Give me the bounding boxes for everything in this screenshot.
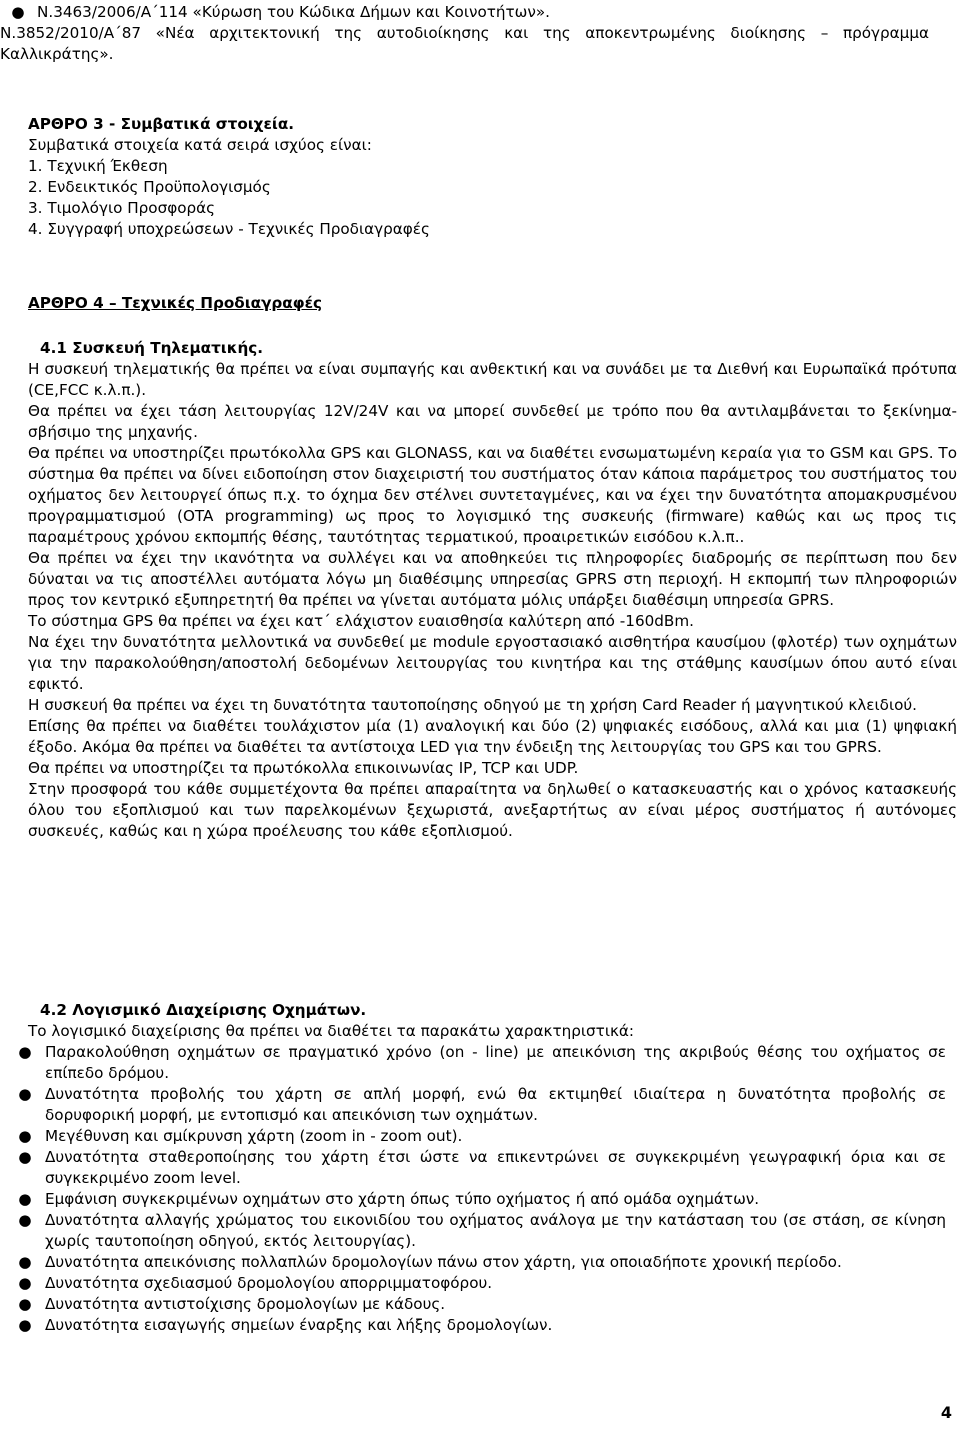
list-item: ● Παρακολούθηση οχημάτων σε πραγματικό χρόνο (on - line) με απεικόνιση της ακριβούς θέσης του οχήματος σε επίπεδο δρόμου.: [18, 1043, 946, 1082]
list-item: ● Μεγέθυνση και σμίκρυνση χάρτη (zoom in - zoom out).: [18, 1127, 463, 1145]
list-item: Ν.3852/2010/Α΄87 «Νέα αρχιτεκτονική της αυτοδιοίκησης και της αποκεντρωμένης διοίκησης – πρόγραμμα Καλλικράτης».: [0, 24, 929, 63]
bullet-icon: ●: [18, 1211, 32, 1229]
article-3: [0, 114, 960, 240]
list-item: ● Δυνατότητα εισαγωγής σημείων έναρξης και λήξης δρομολογίων.: [18, 1316, 553, 1334]
bullet-icon: ●: [18, 1148, 32, 1166]
list-item: ● Εμφάνιση συγκεκριμένων οχημάτων στο χάρτη όπως τύπο οχήματος ή από ομάδα οχημάτων.: [18, 1190, 760, 1208]
article-3-title: ΑΡΘΡΟ 3 - Συμβατικά στοιχεία.: [28, 115, 295, 133]
bullet-icon: ●: [11, 3, 25, 21]
bullet-icon: ●: [18, 1085, 32, 1103]
paragraph: Η συσκευή τηλεματικής θα πρέπει να είναι συμπαγής και ανθεκτική και να συνάδει με τα Διεθνή και Ευρωπαϊκά πρότυπα (CE,FCC κ.λ.π.).: [28, 360, 957, 399]
paragraph: Να έχει την δυνατότητα μελλοντικά να συνδεθεί με module εργοστασιακό αισθητήρα καυσίμου (φλοτέρ) των οχημάτων για την παρακολούθηση/αποστολή δεδομένων λειτουργίας του κινητήρα και της στάθμης καυσίμων όπου αυτό είναι εφικτό.: [28, 633, 957, 693]
paragraph: Επίσης θα πρέπει να διαθέτει τουλάχιστον μία (1) αναλογική και δύο (2) ψηφιακές εισόδους, αλλά και μια (1) ψηφιακή έξοδο. Ακόμα θα πρέπει να διαθέτει τα αντίστοιχα LED για την ένδειξη της λειτουργίας του GPS και του GPRS.: [28, 717, 957, 756]
paragraph: Θα πρέπει να έχει την ικανότητα να συλλέγει και να αποθηκεύει τις πληροφορίες διαδρομής σε περίπτωση που δεν δύναται να τις αποστέλλει αυτόματα λόγω μη διαθέσιμης υπηρεσίας GPRS στη περιοχή. Η εκπομπή των πληροφοριών προς τον κεντρικό εξυπηρετητή θα πρέπει να γίνεται αυτόματα μόλις υπάρξει διαθέσιμη υπηρεσία GPRS.: [28, 549, 957, 609]
paragraph: Η συσκευή θα πρέπει να έχει τη δυνατότητα ταυτοποίησης οδηγού με τη χρήση Card Reader ή μαγνητικού κλειδιού.: [28, 696, 917, 714]
list-item: ● Δυνατότητα απεικόνισης πολλαπλών δρομολογίων πάνω στον χάρτη, για οποιαδήποτε χρονική περίοδο.: [18, 1253, 842, 1271]
bullet-icon: ●: [18, 1190, 32, 1208]
list-item: ● Ν.3463/2006/Α΄114 «Κύρωση του Κώδικα Δήμων και Κοινοτήτων».: [11, 3, 550, 21]
article-4-title: ΑΡΘΡΟ 4 – Τεχνικές Προδιαγραφές: [28, 294, 323, 312]
section-4-1-title: 4.1 Συσκευή Τηλεματικής.: [40, 339, 264, 357]
list-item: 4. Συγγραφή υποχρεώσεων - Τεχνικές Προδιαγραφές: [28, 220, 430, 238]
list-item: ● Δυνατότητα αλλαγής χρώματος του εικονιδίου του οχήματος ανάλογα με την κατάσταση του (σε στάση, σε κίνηση χωρίς ταυτοποίηση οδηγού, εκτός λειτουργίας).: [18, 1211, 946, 1250]
list-item: 2. Ενδεικτικός Προϋπολογισμός: [28, 178, 271, 196]
section-4-2-intro: Το λογισμικό διαχείρισης θα πρέπει να διαθέτει τα παρακάτω χαρακτηριστικά:: [28, 1022, 635, 1040]
article-3-intro: Συμβατικά στοιχεία κατά σειρά ισχύος είναι:: [28, 136, 372, 154]
bullet-icon: ●: [18, 1253, 32, 1271]
software-features-list: [0, 1042, 960, 1336]
section-4-1: [0, 338, 960, 842]
list-item: ● Δυνατότητα προβολής του χάρτη σε απλή μορφή, ενώ θα εκτιμηθεί ιδιαίτερα η δυνατότητα προβολής σε δορυφορική μορφή, με εντοπισμό και απεικόνιση των οχημάτων.: [18, 1085, 946, 1124]
list-item: ● Δυνατότητα αντιστοίχισης δρομολογίων με κάδους.: [18, 1295, 446, 1313]
section-4-2-title: 4.2 Λογισμικό Διαχείρισης Οχημάτων.: [40, 1001, 367, 1019]
paragraph: Το σύστημα GPS θα πρέπει να έχει κατ΄ ελάχιστον ευαισθησία καλύτερη από -160dBm.: [28, 612, 694, 630]
paragraph: Στην προσφορά του κάθε συμμετέχοντα θα πρέπει απαραίτητα να δηλωθεί ο κατασκευαστής και ο χρόνος κατασκευής όλου του εξοπλισμού και των παρελκομένων ξεχωριστά, ανεξαρτήτως αν είναι μέρος συστήματος ή αυτόνομες συσκευές, καθώς και η χώρα προέλευσης του κάθε εξοπλισμού.: [28, 780, 957, 840]
paragraph: Θα πρέπει να έχει τάση λειτουργίας 12V/24V και να μπορεί συνδεθεί με τρόπο που θα αντιλαμβάνεται το ξεκίνημα-σβήσιμο της μηχανής.: [28, 402, 957, 441]
list-item: 3. Τιμολόγιο Προσφοράς: [28, 199, 216, 217]
bullet-icon: ●: [18, 1274, 32, 1292]
paragraph: Θα πρέπει να υποστηρίζει τα πρωτόκολλα επικοινωνίας IP, TCP και UDP.: [28, 759, 579, 777]
bullet-icon: ●: [18, 1316, 32, 1334]
article-4: [0, 293, 960, 314]
section-4-2: [0, 1000, 960, 1336]
bullet-icon: ●: [18, 1127, 32, 1145]
paragraph: Θα πρέπει να υποστηρίζει πρωτόκολλα GPS και GLONASS, και να διαθέτει ενσωματωμένη κεραία για το GSM και GPS. Το σύστημα θα πρέπει να δίνει ειδοποίηση στον διαχειριστή του συστήματος όταν κάποια παράμετρος του συστήματος του οχήματος δεν λειτουργεί όπως π.χ. το όχημα δεν στέλνει συντεταγμένες, και να έχει την δυνατότητα απομακρυσμένου προγραμματισμού (OTA programming) ως προς το λογισμικό της συσκευής (firmware) καθώς και ως προς τις παραμέτρους χρόνου εκπομπής θέσης, ταυτότητας τερματικού, προαιρετικών εισόδου κ.λ.π..: [28, 444, 957, 546]
bullet-icon: ●: [18, 1295, 32, 1313]
list-item: 1. Τεχνική Έκθεση: [28, 157, 168, 175]
list-item: ● Δυνατότητα σταθεροποίησης του χάρτη έτσι ώστε να επικεντρώνει σε συγκεκριμένη γεωγραφική όρια και σε συγκεκριμένο zoom level.: [18, 1148, 946, 1187]
legislation-list: [0, 2, 960, 65]
list-item: ● Δυνατότητα σχεδιασμού δρομολογίου απορριμματοφόρου.: [18, 1274, 493, 1292]
page-number: 4: [940, 1403, 952, 1422]
bullet-icon: ●: [18, 1043, 32, 1061]
